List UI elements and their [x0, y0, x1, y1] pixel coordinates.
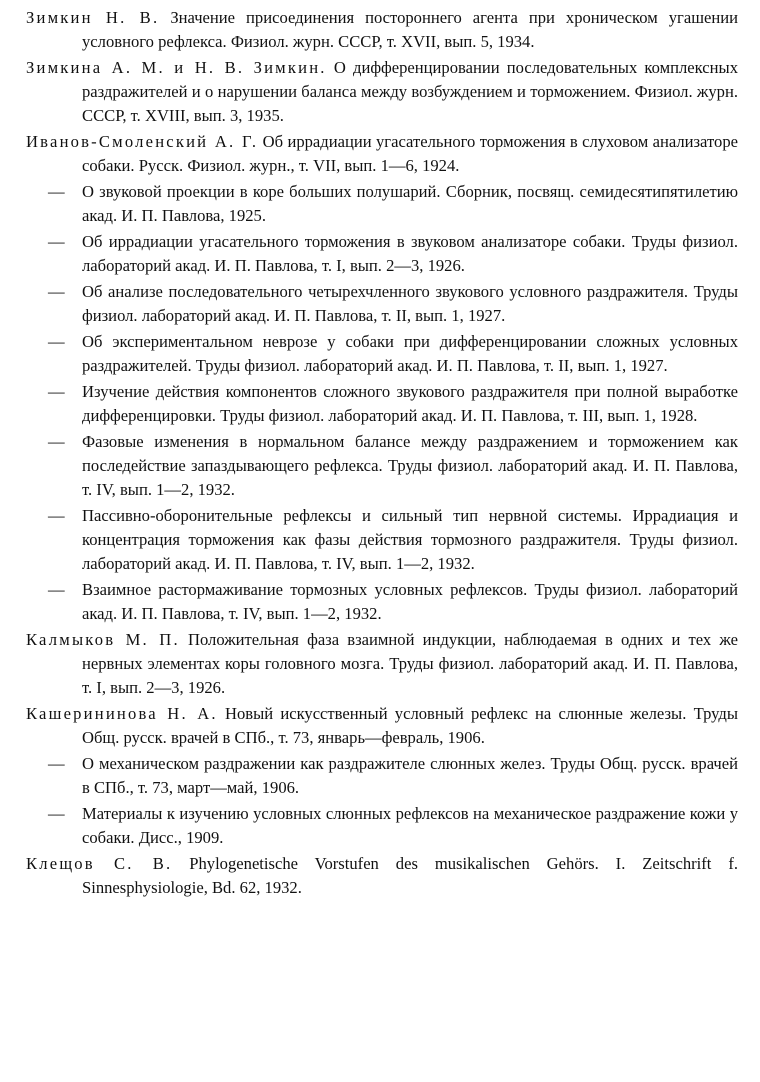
- bibliography-subentry: [26, 180, 738, 228]
- bibliography-entry: [26, 852, 738, 900]
- ditto-dash: —: [48, 506, 65, 525]
- entry-text: Об иррадиации угасательного торможения в слуховом анализаторе собаки. Русск. Физиол. журн., т. VII, вып. 1—6, 1924.: [82, 132, 738, 175]
- entry-text: Изучение действия компонентов сложного звукового раздражителя при полной выработке дифференцировки. Труды физиол. лабораторий акад. И. П. Павлова, т. III, вып. 1, 1928.: [82, 382, 738, 425]
- bibliography-entry: [26, 702, 738, 750]
- entry-text: Об экспериментальном неврозе у собаки при дифференцировании сложных условных раздражителей. Труды физиол. лабораторий акад. И. П. Павлова, т. II, вып. 1, 1927.: [82, 332, 738, 375]
- entry-author: Калмыков М. П.: [26, 630, 180, 649]
- ditto-dash: —: [48, 232, 65, 251]
- entry-author: Клещов С. В.: [26, 854, 173, 873]
- bibliography-subentry: [26, 504, 738, 576]
- bibliography-subentry: [26, 230, 738, 278]
- entry-text: Об анализе последовательного четырехчленного звукового условного раздражителя. Труды физиол. лабораторий акад. И. П. Павлова, т. II, вып. 1, 1927.: [82, 282, 738, 325]
- entry-author: Иванов-Смоленский А. Г.: [26, 132, 259, 151]
- entry-text: Положительная фаза взаимной индукции, наблюдаемая в одних и тех же нервных элементах коры головного мозга. Труды физиол. лабораторий акад. И. П. Павлова, т. I, вып. 2—3, 1926.: [82, 630, 738, 697]
- entry-text: Phylogenetische Vorstufen des musikalischen Gehörs. I. Zeitschrift f. Sinnesphysiologie, Bd. 62, 1932.: [82, 854, 738, 897]
- bibliography-page: [26, 6, 738, 902]
- ditto-dash: —: [48, 580, 65, 599]
- entry-text: Значение присоединения постороннего агента при хроническом угашении условного рефлекса. Физиол. журн. СССР, т. XVII, вып. 5, 1934.: [82, 8, 739, 51]
- bibliography-subentry: [26, 802, 738, 850]
- entry-text: О дифференцировании последовательных комплексных раздражителей и о нарушении баланса между возбуждением и торможением. Физиол. журн. СССР, т. XVIII, вып. 3, 1935.: [82, 58, 738, 125]
- ditto-dash: —: [48, 754, 65, 773]
- entry-text: О механическом раздражении как раздражителе слюнных желез. Труды Общ. русск. врачей в СПб., т. 73, март—май, 1906.: [82, 754, 738, 797]
- ditto-dash: —: [48, 282, 65, 301]
- entry-text: О звуковой проекции в коре больших полушарий. Сборник, посвящ. семидесятипятилетию акад. И. П. Павлова, 1925.: [82, 182, 738, 225]
- bibliography-entry: [26, 628, 738, 700]
- entry-text: Пассивно-оборонительные рефлексы и сильный тип нервной системы. Иррадиация и концентрация торможения как фазы действия тормозного раздражителя. Труды физиол. лабораторий акад. И. П. Павлова, т. IV, вып. 1—2, 1932.: [82, 506, 738, 573]
- entry-text: Фазовые изменения в нормальном балансе между раздражением и торможением как последействие запаздывающего рефлекса. Труды физиол. лабораторий акад. И. П. Павлова, т. IV, вып. 1—2, 1932.: [82, 432, 738, 499]
- bibliography-subentry: [26, 578, 738, 626]
- entry-text: Новый искусственный условный рефлекс на слюнные железы. Труды Общ. русск. врачей в СПб., т. 73, январь—февраль, 1906.: [82, 704, 738, 747]
- bibliography-entry: [26, 6, 738, 54]
- ditto-dash: —: [48, 432, 65, 451]
- bibliography-subentry: [26, 752, 738, 800]
- bibliography-subentry: [26, 430, 738, 502]
- bibliography-entry: [26, 130, 738, 178]
- ditto-dash: —: [48, 332, 65, 351]
- bibliography-subentry: [26, 280, 738, 328]
- ditto-dash: —: [48, 804, 65, 823]
- ditto-dash: —: [48, 182, 65, 201]
- bibliography-subentry: [26, 380, 738, 428]
- entry-text: Взаимное растормаживание тормозных условных рефлексов. Труды физиол. лабораторий акад. И. П. Павлова, т. IV, вып. 1—2, 1932.: [82, 580, 738, 623]
- bibliography-subentry: [26, 330, 738, 378]
- entry-author: Зимкина А. М. и Н. В. Зимкин.: [26, 58, 327, 77]
- ditto-dash: —: [48, 382, 65, 401]
- entry-author: Кашерининова Н. А.: [26, 704, 218, 723]
- entry-text: Материалы к изучению условных слюнных рефлексов на механическое раздражение кожи у собаки. Дисс., 1909.: [82, 804, 738, 847]
- entry-text: Об иррадиации угасательного торможения в звуковом анализаторе собаки. Труды физиол. лабораторий акад. И. П. Павлова, т. I, вып. 2—3, 1926.: [82, 232, 738, 275]
- entry-author: Зимкин Н. В.: [26, 8, 160, 27]
- bibliography-entry: [26, 56, 738, 128]
